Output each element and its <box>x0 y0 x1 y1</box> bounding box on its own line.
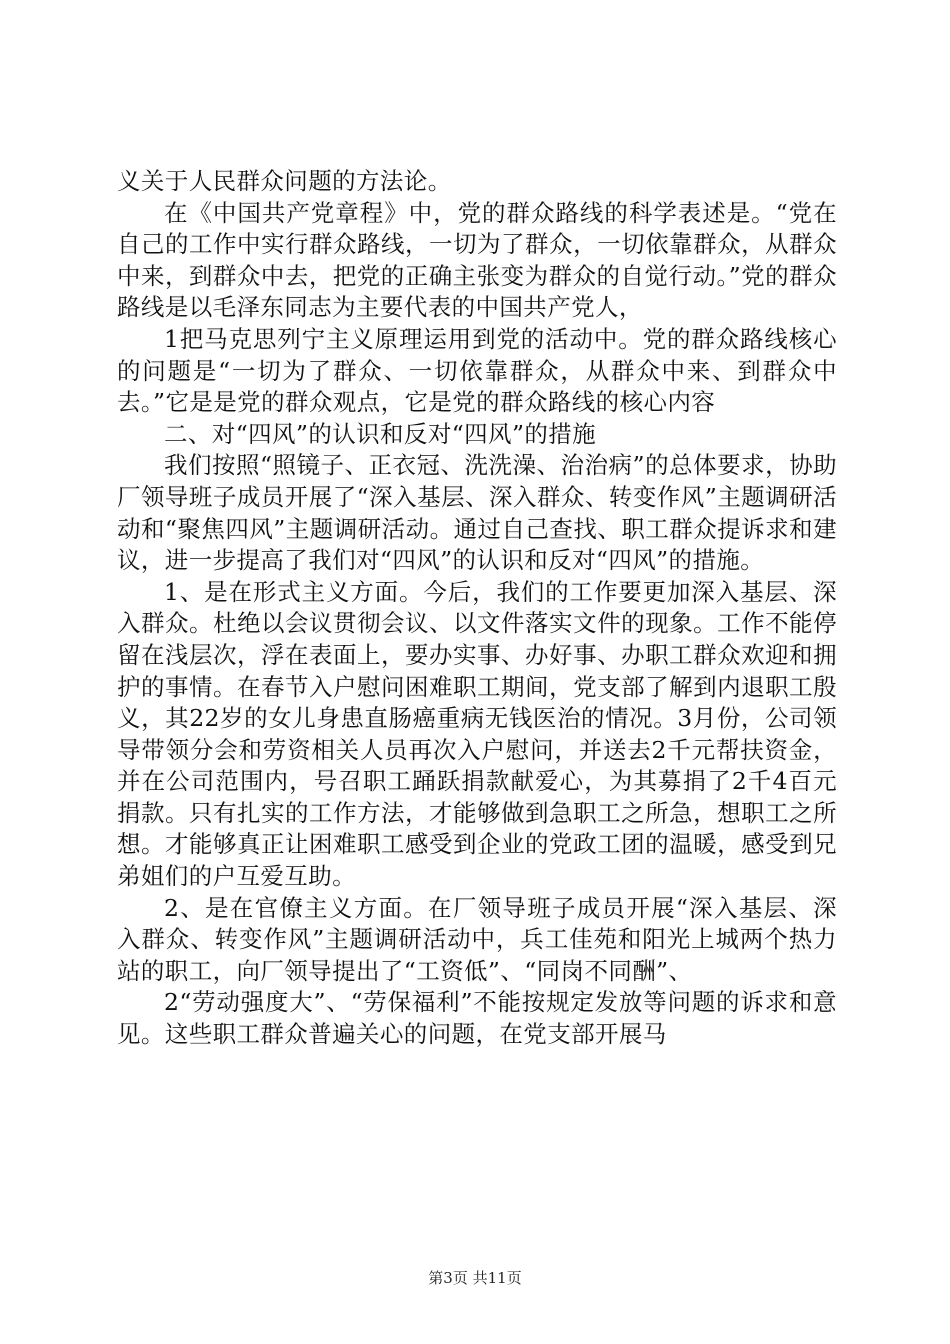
paragraph-8: 2“劳动强度大”、“劳保福利”不能按规定发放等问题的诉求和意见。这些职工群众普遍关心的问题，在党支部开展马 <box>117 988 837 1049</box>
paragraph-7: 2、是在官僚主义方面。在厂领导班子成员开展“深入基层、深入群众、转变作风”主题调研活动中，兵工佳苑和阳光上城两个热力站的职工，向厂领导提出了“工资低”、“同岗不同酬”、 <box>117 893 837 985</box>
paragraph-6: 1、是在形式主义方面。今后，我们的工作要更加深入基层、深入群众。杜绝以会议贯彻会议、以文件落实文件的现象。工作不能停留在浅层次，浮在表面上，要办实事、办好事、办职工群众欢迎和拥护的事情。在春节入户慰问困难职工期间，党支部了解到内退职工殷义，其22岁的女儿身患直肠癌重病无钱医治的情况。3月份，公司领导带领分会和劳资相关人员再次入户慰问，并送去2千元帮扶资金，并在公司范围内，号召职工踊跃捐款献爱心，为其募捐了2千4百元捐款。只有扎实的工作方法，才能够做到急职工之所急，想职工之所想。才能够真正让困难职工感受到企业的党政工团的温暖，感受到兄弟姐们的户互爱互助。 <box>117 577 837 891</box>
section-heading: 二、对“四风”的认识和反对“四风”的措施 <box>164 419 597 448</box>
paragraph-3: 1把马克思列宁主义原理运用到党的活动中。党的群众路线核心的问题是“一切为了群众、一切依靠群众，从群众中来、到群众中去。”它是是党的群众观点，它是党的群众路线的核心内容 <box>117 324 837 417</box>
page-number-footer: 第3页 共11页 <box>428 1269 522 1287</box>
paragraph-5: 我们按照“照镜子、正衣冠、洗洗澡、治治病”的总体要求，协助厂领导班子成员开展了“深入基层、深入群众、转变作风”主题调研活动和“聚焦四风”主题调研活动。通过自己查找、职工群众提诉求和建议，进一步提高了我们对“四风”的认识和反对“四风”的措施。 <box>117 451 837 575</box>
paragraph-2: 在《中国共产党章程》中，党的群众路线的科学表述是。“党在自己的工作中实行群众路线，一切为了群众，一切依靠群众，从群众中来，到群众中去，把党的正确主张变为群众的自觉行动。”党的群众路线是以毛泽东同志为主要代表的中国共产党人， <box>117 198 837 322</box>
paragraph-1: 义关于人民群众问题的方法论。 <box>117 167 452 195</box>
document-body <box>117 166 837 1051</box>
